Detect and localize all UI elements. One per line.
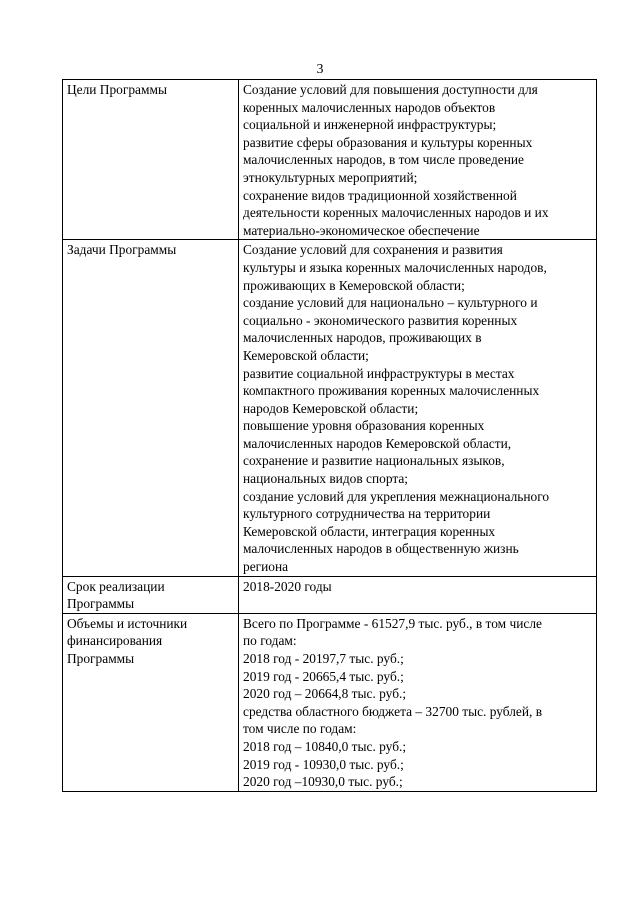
row-value-line: коренных малочисленных народов объектов <box>243 99 496 115</box>
row-label-line: Задачи Программы <box>67 242 177 258</box>
row-value-line: сохранение видов традиционной хозяйственной <box>243 187 517 203</box>
row-label-cell <box>63 240 239 576</box>
row-value-line: создание условий для укрепления межнационального <box>243 488 550 504</box>
row-value-line: 2018 год – 10840,0 тыс. руб.; <box>243 738 407 754</box>
row-value-line: социально - экономического развития коренных <box>243 312 518 328</box>
row-label-cell <box>63 80 239 240</box>
row-value-line: развитие социальной инфраструктуры в местах <box>243 365 515 381</box>
row-value-cell <box>239 80 597 240</box>
row-value-line: 2020 год –10930,0 тыс. руб.; <box>243 774 403 790</box>
row-value-line: малочисленных народов, в том числе проведение <box>243 152 524 168</box>
term-row <box>63 576 597 613</box>
row-value-line: малочисленных народов в общественную жизнь <box>243 541 519 557</box>
row-value-line: материально-экономическое обеспечение <box>243 222 480 238</box>
row-value-line: 2018-2020 годы <box>243 578 332 594</box>
row-value-cell <box>239 576 597 613</box>
row-value-line: проживающих в Кемеровской области; <box>243 277 465 293</box>
row-label-line: Программы <box>67 596 135 612</box>
row-value-line: региона <box>243 559 289 575</box>
row-value-line: повышение уровня образования коренных <box>243 418 485 434</box>
row-value-line: развитие сферы образования и культуры коренных <box>243 134 533 150</box>
row-value-line: 2019 год - 10930,0 тыс. руб.; <box>243 756 404 772</box>
row-value-line: средства областного бюджета – 32700 тыс. рублей, в <box>243 703 543 719</box>
row-value-line: культуры и языка коренных малочисленных народов, <box>243 259 547 275</box>
row-value-line: Кемеровской области, интеграция коренных <box>243 523 496 539</box>
row-label-line: финансирования <box>67 633 163 649</box>
funding-row <box>63 613 597 791</box>
program-passport-table <box>62 79 597 792</box>
row-value-cell <box>239 240 597 576</box>
goals-row <box>63 80 597 240</box>
row-value-cell <box>239 613 597 791</box>
row-value-line: том числе по годам: <box>243 721 357 737</box>
row-value-line: этнокультурных мероприятий; <box>243 169 418 185</box>
row-value-line: Кемеровской области; <box>243 347 369 363</box>
row-value-line: создание условий для национально – культурного и <box>243 295 538 311</box>
row-value-line: Всего по Программе - 61527,9 тыс. руб., в том числе <box>243 615 542 631</box>
row-value-line: народов Кемеровской области; <box>243 400 419 416</box>
row-value-line: национальных видов спорта; <box>243 471 409 487</box>
row-value-line: деятельности коренных малочисленных народов и их <box>243 205 549 221</box>
row-value-line: по годам: <box>243 633 297 649</box>
row-label-line: Программы <box>67 651 135 666</box>
page-number: 3 <box>316 62 324 77</box>
row-label-line: Объемы и источники <box>67 615 188 631</box>
row-value-line: сохранение и развитие национальных языков, <box>243 453 505 469</box>
row-value-line: малочисленных народов, проживающих в <box>243 330 482 346</box>
row-label-cell <box>63 576 239 613</box>
row-value-line: культурного сотрудничества на территории <box>243 506 491 522</box>
row-value-line: социальной и инженерной инфраструктуры; <box>243 117 497 133</box>
row-value-line: 2018 год - 20197,7 тыс. руб.; <box>243 651 404 666</box>
tasks-row <box>63 240 597 576</box>
row-value-line: Создание условий для сохранения и развития <box>243 242 503 258</box>
row-label-line: Цели Программы <box>67 82 167 97</box>
row-value-line: 2020 год – 20664,8 тыс. руб.; <box>243 686 407 702</box>
row-value-line: Создание условий для повышения доступности для <box>243 82 538 97</box>
row-value-line: 2019 год - 20665,4 тыс. руб.; <box>243 668 404 684</box>
program-passport-body <box>63 80 597 792</box>
row-value-line: малочисленных народов Кемеровской области, <box>243 435 512 451</box>
row-value-line: компактного проживания коренных малочисленных <box>243 383 540 399</box>
row-label-cell <box>63 613 239 791</box>
row-label-line: Срок реализации <box>67 578 165 594</box>
